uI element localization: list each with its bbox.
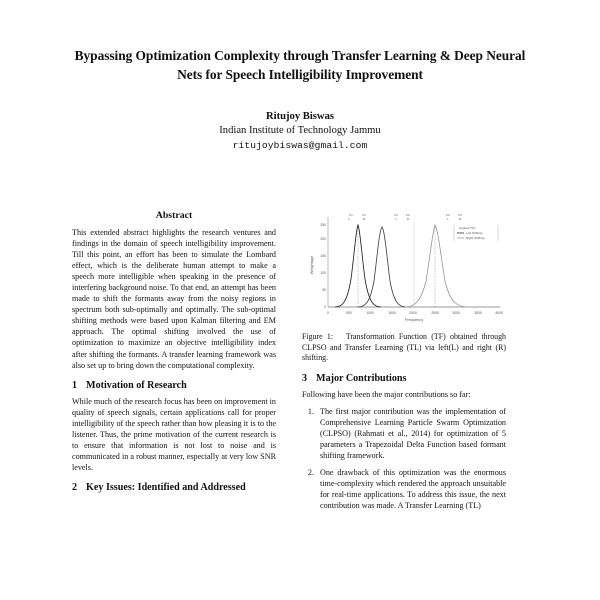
svg-text:2500: 2500: [431, 311, 439, 315]
svg-text:Applied TFs: Applied TFs: [459, 226, 476, 230]
svg-text:F3: F3: [458, 213, 462, 217]
abstract-heading: Abstract: [155, 210, 193, 221]
svg-text:50: 50: [322, 288, 326, 292]
svg-text:2000: 2000: [409, 311, 417, 315]
svg-text:0: 0: [324, 305, 326, 309]
svg-text:500: 500: [346, 311, 352, 315]
contributions-intro: Following have been the major contributions so far:: [302, 389, 471, 399]
svg-text:L: L: [395, 217, 397, 221]
svg-text:4000: 4000: [495, 311, 503, 315]
svg-text:Right Shifting: Right Shifting: [466, 236, 485, 240]
svg-text:1500: 1500: [388, 311, 396, 315]
svg-text:F2: F2: [406, 213, 410, 217]
author-email: ritujoybiswas@gmail.com: [232, 140, 368, 152]
x-axis-label: Frequency: [404, 317, 424, 322]
svg-text:L: L: [447, 217, 449, 221]
svg-text:R: R: [362, 217, 366, 221]
left-column: [72, 205, 276, 600]
peak-annotations: [348, 213, 462, 221]
section-number: 2: [72, 481, 78, 493]
curve-third-formant: [405, 225, 468, 307]
section-number: 1: [72, 379, 78, 391]
svg-text:F2: F2: [394, 213, 398, 217]
contributions-list: [302, 406, 506, 511]
section-title: Major Contributions: [316, 372, 407, 384]
transformation-function-plot: [302, 207, 506, 325]
author-affiliation: Indian Institute of Technology Jammu: [219, 125, 381, 137]
svg-text:F3: F3: [446, 213, 450, 217]
abstract-text: This extended abstract highlights the research ventures and findings in the domain of speech intelligibility improvement. Till this point, an effort has been to simulate the Lombard effect, which is the deliberate human attempt to make a speech more intelligible when speaking in the presence of interfering background noise. To that end, an attempt has been made to shift the formants away from the noisy regions in spectrum both sub-optimally and optimally. The sub-optimal shifting methods were based upon Kalman filtering and EM approach. The optimal shifting involved the use of optimization to maximize an objective intelligibility index after shifting the formants. A transfer learning framework was also set up to bring down the computational complexity.: [72, 228, 276, 370]
figure-1: [302, 207, 506, 364]
svg-text:1000: 1000: [366, 311, 374, 315]
chart-legend: [454, 225, 498, 241]
section-heading-key-issues: [72, 482, 276, 493]
section-number: 3: [302, 372, 308, 384]
svg-text:200: 200: [320, 237, 326, 241]
section-heading-motivation: [72, 380, 276, 391]
section-title: Key Issues: Identified and Addressed: [86, 481, 246, 493]
list-text: The first major contribution was the implementation of Comprehensive Learning Particle Swarm Optimization (CLPSO) (Rahmati et al., 2014) for optimization of 5 parameters a Trapezoidal Delta Function based formant shifting framework.: [320, 406, 506, 461]
list-marker: 2.: [307, 468, 314, 478]
section-1-paragraph: While much of the research focus has been on improvement in quality of speech signals, certain applications call for proper intelligibility of the speech rather than how pleasing it is to the listener. Thus, the prime motivation of the current research is to ensure that information is not lost to noise and is communicated in a robust manner, especially at very low SNR levels.: [72, 396, 276, 472]
curve-right-shift: [358, 227, 406, 307]
svg-text:R: R: [406, 217, 410, 221]
figure-caption: [302, 332, 506, 364]
section-heading-major-contributions: [302, 373, 506, 384]
figure-caption-text: Transformation Function (TF) obtained through CLPSO and Transfer Learning (TL) via left(L) and right (R) shifting.: [302, 332, 506, 363]
body-columns: [0, 205, 600, 600]
section-title: Motivation of Research: [86, 379, 187, 391]
svg-text:F1: F1: [362, 213, 366, 217]
svg-text:100: 100: [320, 271, 326, 275]
right-column: [302, 205, 506, 600]
list-item: [302, 406, 506, 461]
figure-caption-label: Figure 1:: [302, 332, 334, 341]
x-tick-labels: [327, 311, 503, 315]
page-title: Bypassing Optimization Complexity through Transfer Learning & Deep Neural Nets for Speech Intelligibility Improvement: [74, 48, 526, 83]
svg-text:L: L: [348, 217, 350, 221]
author-name: Ritujoy Biswas: [266, 111, 334, 123]
svg-text:R: R: [458, 217, 462, 221]
svg-text:Left Shifting: Left Shifting: [466, 231, 483, 235]
list-text: One drawback of this optimization was the enormous time-complexity which rendered the approach unsuitable for real-time applications. To address this issue, the next contribution was made. A Transfer Learning (TL): [320, 468, 506, 511]
svg-text:250: 250: [320, 223, 326, 227]
title-block: [0, 0, 600, 151]
list-item: [302, 467, 506, 511]
y-tick-labels: [320, 223, 326, 309]
svg-text:150: 150: [320, 254, 326, 258]
svg-text:F1: F1: [349, 213, 353, 217]
svg-text:3000: 3000: [452, 311, 460, 315]
svg-text:3500: 3500: [474, 311, 482, 315]
list-marker: 1.: [307, 406, 314, 416]
y-axis-label: Weightage: [309, 255, 314, 275]
svg-text:0: 0: [327, 311, 329, 315]
